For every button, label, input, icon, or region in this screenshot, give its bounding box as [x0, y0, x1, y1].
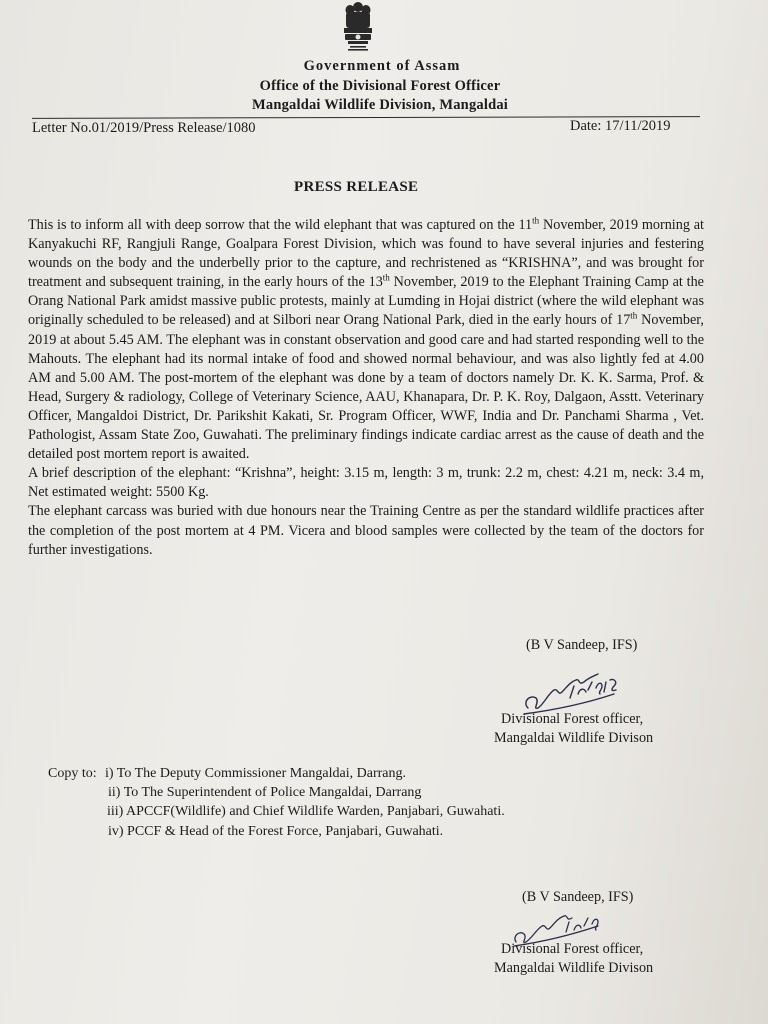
text-segment: This is to inform all with deep sorrow that the wild elephant that was captured on the 11 — [28, 217, 533, 233]
list-item: iv) PCCF & Head of the Forest Force, Panjabari, Guwahati. — [108, 823, 444, 839]
copy-to-list — [48, 764, 505, 841]
list-item: ii) To The Superintendent of Police Mangaldai, Darrang — [108, 785, 422, 801]
ordinal-suffix: th — [532, 215, 540, 226]
letter-date: Date: 17/11/2019 — [570, 118, 671, 134]
signatory-office: Mangaldai Wildlife Divison — [494, 730, 654, 746]
paragraph-burial: The elephant carcass was buried with due honours near the Training Centre as per the standard wildlife practices after the completion of the post mortem at 4 PM. Vicera and blood samples were collected by the team of the doctors for further investigations. — [28, 503, 704, 558]
text-segment: November, 2019 morning at Kanyakuchi RF, Rangjuli Range, Goalpara Forest Division, which was found to have several injuries and festering wounds on the body and the underbelly prior to the capture, and rechristened as “KRISHNA”, and was brought for treatment and subsequent training, in the early hours of the 13 — [28, 217, 704, 291]
ordinal-suffix: th — [382, 272, 390, 283]
signatory-name: (B V Sandeep, IFS) — [522, 889, 634, 905]
national-emblem-icon — [336, 0, 380, 56]
copy-to-label: Copy to: — [48, 766, 97, 781]
list-item: i) To The Deputy Commissioner Mangaldai, Darrang. — [105, 766, 406, 781]
press-release-body — [28, 216, 704, 560]
signatory-designation: Divisional Forest officer, — [501, 711, 644, 727]
signatory-designation: Divisional Forest officer, — [501, 941, 644, 957]
text-segment: November, 2019 to the Elephant Training Camp at the Orang National Park amidst massive public protests, mainly at Lumding in Hojai district (where the wild elephant was originally scheduled to be released) and at Silbori near Orang National Park, died in the early hours of 17 — [28, 274, 704, 329]
header-government: Government of Assam — [303, 58, 461, 74]
text-segment: November, 2019 at about 5.45 AM. The elephant was in constant observation and good care and had started responding well to the Mahouts. The elephant had its normal intake of food and showed normal behaviour, and was also lightly fed at 4.00 AM and 5.00 AM. The post-mortem of the elephant was done by a team of doctors namely Dr. K. K. Sarma, Prof. & Head, Surgery & radiology, College of Veterinary Science, AAU, Khanapara, Dr. P. K. Roy, Dalgaon, Asstt. Veterinary Officer, Mangaldoi District, Dr. Parikshit Kakati, Sr. Program Officer, WWF, India and Dr. Panchami Sharma , Vet. Pathologist, Assam State Zoo, Guwahati. The preliminary findings indicate cardiac arrest as the cause of death and the detailed post mortem report is awaited. — [28, 312, 704, 463]
list-item: iii) APCCF(Wildlife) and Chief Wildlife Warden, Panjabari, Guwahati. — [107, 804, 505, 820]
letter-number: Letter No.01/2019/Press Release/1080 — [32, 120, 256, 136]
ordinal-suffix: th — [630, 310, 638, 321]
signatory-office: Mangaldai Wildlife Divison — [494, 960, 654, 976]
paragraph-announcement — [28, 216, 704, 464]
header-division: Mangaldai Wildlife Division, Mangaldai — [251, 97, 509, 113]
page-title: PRESS RELEASE — [294, 179, 419, 195]
header-office: Office of the Divisional Forest Officer — [259, 78, 501, 94]
signatory-name: (B V Sandeep, IFS) — [526, 637, 638, 653]
paragraph-description: A brief description of the elephant: “Krishna”, height: 3.15 m, length: 3 m, trunk: 2.2 m, chest: 4.21 m, neck: 3.4 m, Net estimated weight: 5500 Kg. — [28, 465, 704, 501]
